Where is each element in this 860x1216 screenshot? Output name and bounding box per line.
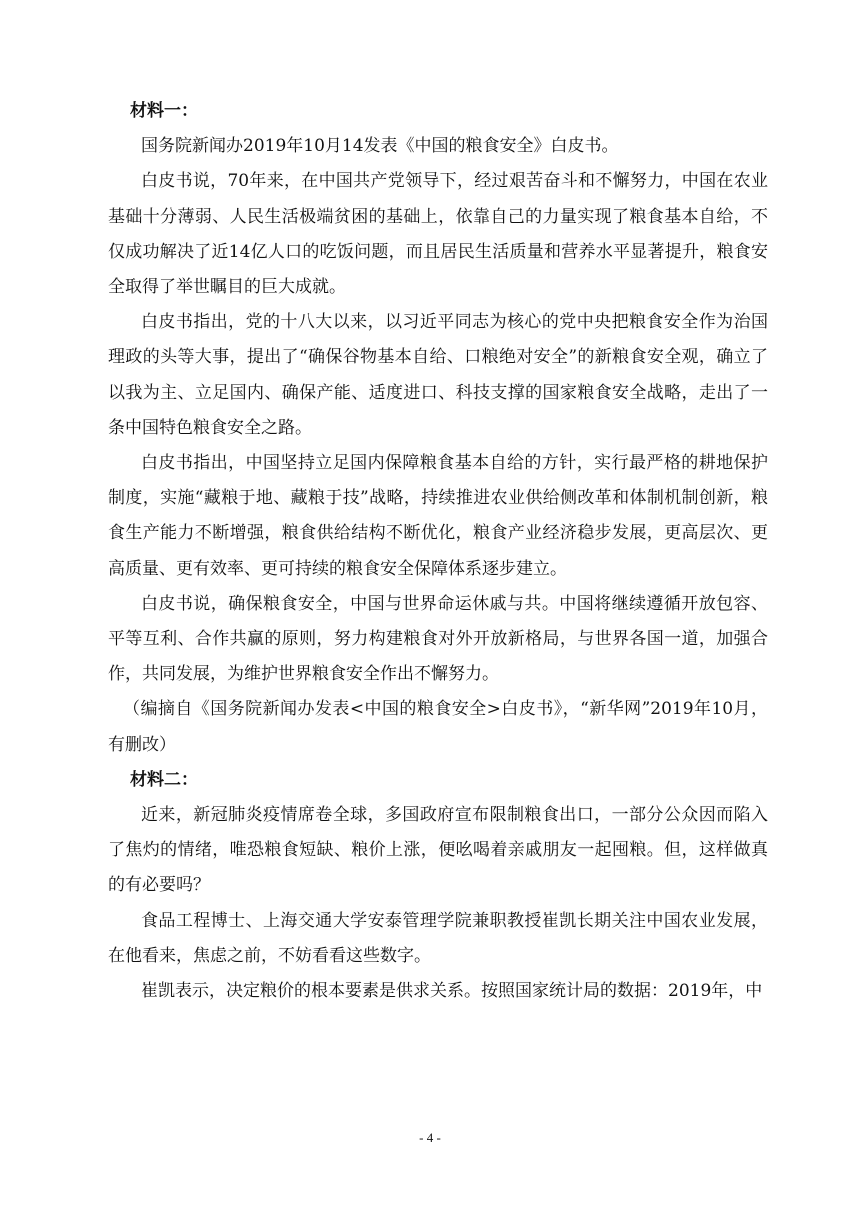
material-one-paragraph: 白皮书指出，党的十八大以来，以习近平同志为核心的党中央把粮食安全作为治国理政的头等大事，提出了“确保谷物基本自给、口粮绝对安全”的新粮食安全观，确立了以我为主、立足国内、确保产能、适度进口、科技支撑的国家粮食安全战略，走出了一条中国特色粮食安全之路。 xyxy=(108,312,768,438)
material-one-paragraph: 白皮书说，70年来，在中国共产党领导下，经过艰苦奋斗和不懈努力，中国在农业基础十分薄弱、人民生活极端贫困的基础上，依靠自己的力量实现了粮食基本自给，不仅成功解决了近14亿人口的吃饭问题，而且居民生活质量和营养水平显著提升，粮食安全取得了举世瞩目的巨大成就。 xyxy=(108,171,768,297)
material-two-paragraph: 崔凯表示，决定粮价的根本要素是供求关系。按照国家统计局的数据：2019年，中 xyxy=(141,981,763,1002)
material-two-paragraph: 近来，新冠肺炎疫情席卷全球，多国政府宣布限制粮食出口，一部分公众因而陷入了焦灼的情绪，唯恐粮食短缺、粮价上涨，便吆喝着亲戚朋友一起囤粮。但，这样做真的有必要吗？ xyxy=(108,805,768,896)
material-one-paragraph: 白皮书说，确保粮食安全，中国与世界命运休戚与共。中国将继续遵循开放包容、平等互利、合作共赢的原则，努力构建粮食对外开放新格局，与世界各国一道，加强合作，共同发展，为维护世界粮食安全作出不懈努力。 xyxy=(108,593,768,685)
document-body xyxy=(108,94,768,1009)
material-two-heading: 材料二： xyxy=(130,769,198,790)
material-one-paragraph: 国务院新闻办2019年10月14发表《中国的粮食安全》白皮书。 xyxy=(141,136,619,157)
material-one-source: （编摘自《国务院新闻办发表<中国的粮食安全>白皮书》，“新华网”2019年10月，有删改） xyxy=(108,699,768,755)
page-number: - 4 - xyxy=(419,1130,441,1145)
material-one-paragraph: 白皮书指出，中国坚持立足国内保障粮食基本自给的方针，实行最严格的耕地保护制度，实施“藏粮于地、藏粮于技”战略，持续推进农业供给侧改革和体制机制创新，粮食生产能力不断增强，粮食供给结构不断优化，粮食产业经济稳步发展，更高层次、更高质量、更有效率、更可持续的粮食安全保障体系逐步建立。 xyxy=(108,453,768,579)
material-two-paragraph: 食品工程博士、上海交通大学安泰管理学院兼职教授崔凯长期关注中国农业发展，在他看来，焦虑之前，不妨看看这些数字。 xyxy=(108,910,768,966)
material-one-heading: 材料一： xyxy=(130,101,198,121)
